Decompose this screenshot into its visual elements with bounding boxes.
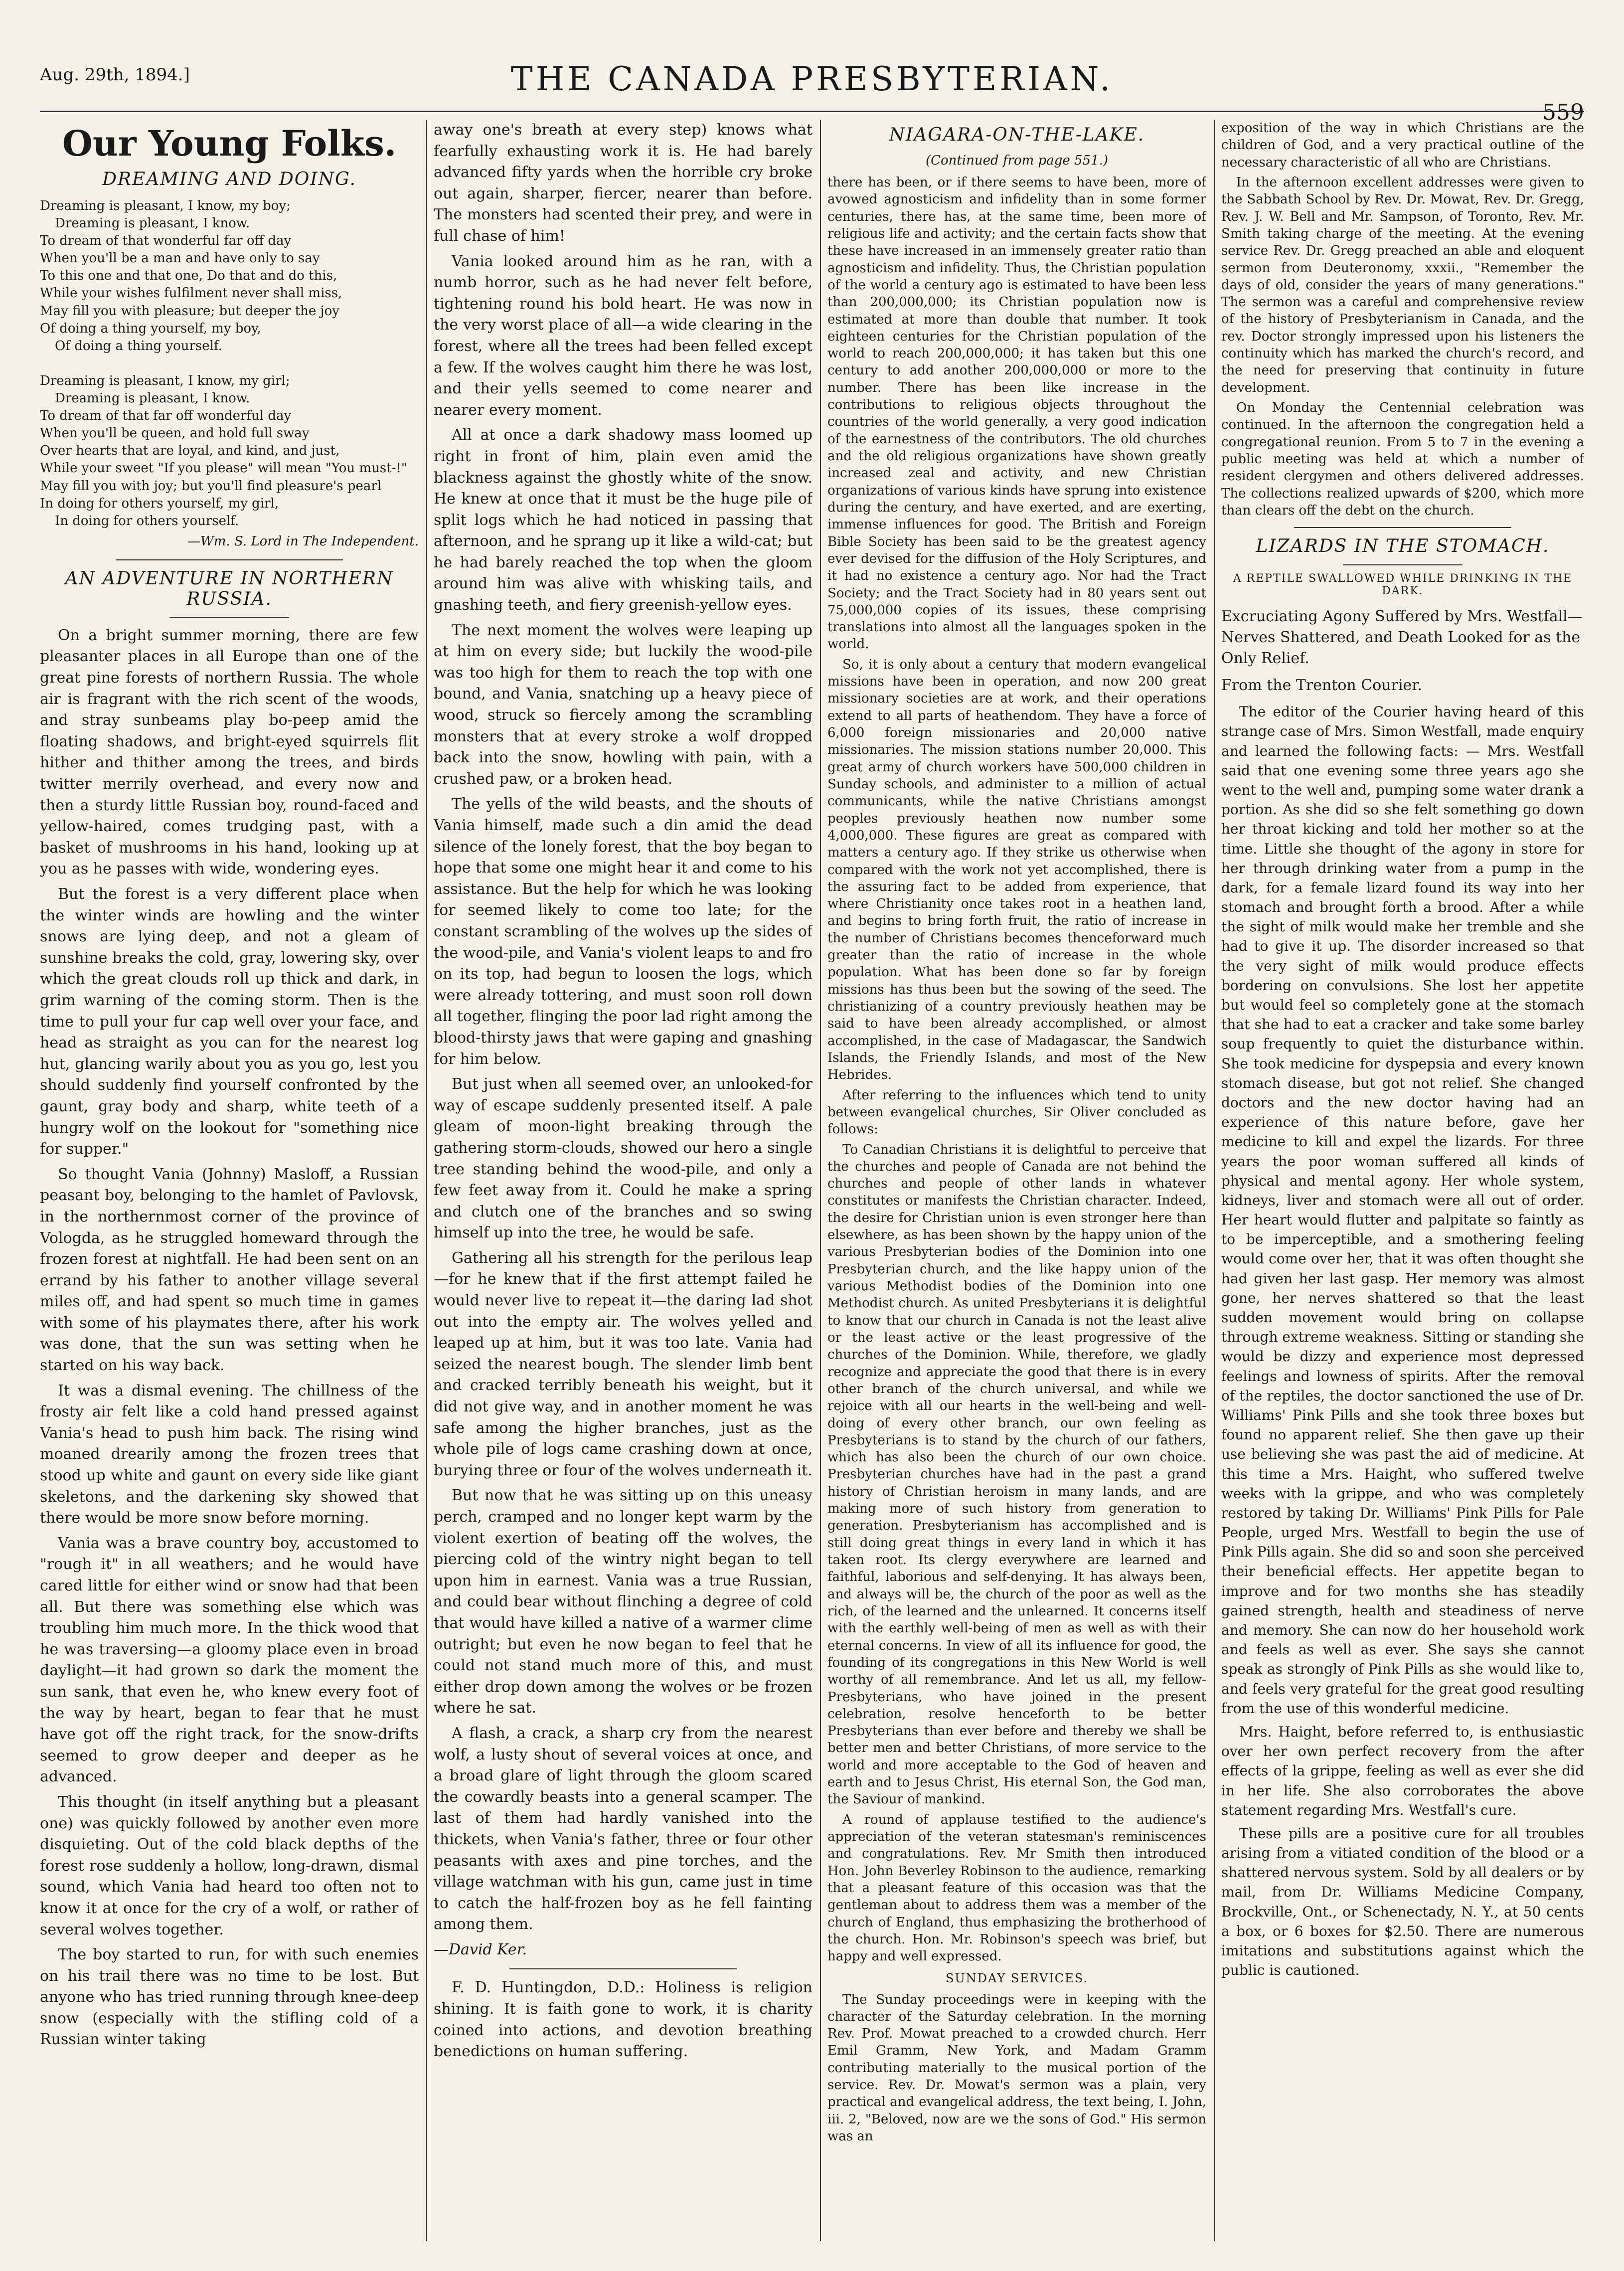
story-body-continued [434, 120, 812, 1960]
section-heading: Our Young Folks. [62, 123, 397, 164]
paragraph: In the afternoon excellent addresses were given to the Sabbath School by Rev. Dr. Mowat, Rev. Dr. Gregg, Rev. J. W. Bell and Mr. Sampson, of Toronto, Rev. Mr. Smith taking charge of the meeting. At the evening service Rev. Dr. Gregg preached an able and eloquent sermon from Deuteronomy, xxxii., "Remember the days of old, consider the years of many generations." The sermon was a careful and comprehensive review of the history of Presbyterianism in Canada, and the rev. Doctor strongly impressed upon his listeners the continuity which has marked the church's record, and the need for preserving that continuity in future development. [1221, 175, 1584, 395]
paragraph: After referring to the influences which tend to unity between evangelical churches, Sir Oliver concluded as follows: [827, 1087, 1206, 1137]
poem-line: While your wishes fulfilment never shall miss, [40, 286, 342, 301]
paragraph: A round of applause testified to the audience's appreciation of the veteran statesman's reminiscences and congratulations. Rev. Mr Smith then introduced Hon. John Beverley Robinson to the audience, remarking that a pleasant feature of this occasion was that the gentleman about to address them was a member of the church of England, thus emphasizing the brotherhood of the church. Hon. Mr. Robinson's speech was brief, but happy and well expressed. [827, 1812, 1206, 1964]
poem-line: Of doing a thing yourself, my boy, [40, 321, 261, 336]
poem-attribution: —Wm. S. Lord in The Independent. [187, 533, 419, 549]
paragraph: The yells of the wild beasts, and the shouts of Vania himself, made such a din amid the dead silence of the lonely forest, that the boy began to hope that some one might hear it and come to his assistance. But the help for which he was looking for seemed likely to come too late; for the constant scrambling of the wolves up the sides of the wood-pile, and Vania's violent leaps to and fro on its top, had begun to loosen the logs, which were already tottering, and must soon roll down all together, flinging the poor lad right among the blood-thirsty jaws that were gaping and gnashing for him below. [434, 795, 812, 1068]
poem-line: May fill you with joy; but you'll find pleasure's pearl [40, 478, 382, 494]
poem-line: Over hearts that are loyal, and kind, and just, [40, 443, 340, 459]
paragraph: So, it is only about a century that modern evangelical missions have been in operation, and now 200 great missionary societies are at work, and their operations extend to all parts of heathendom. They have a force of 6,000 foreign missionaries and 20,000 native missionaries. The mission stations number 20,000. This great army of church workers have 500,000 children in Sunday schools, and administer to a million of actual communicants, while the native Christians amongst peoples previously heathen now number some 4,000,000. These figures are great as compared with matters a century ago. If they strike us otherwise when compared with the work not yet accomplished, there is the assuring fact to be added from experience, that where Christianity once takes root in a heathen land, and begins to bring forth fruit, the ratio of increase in the number of Christians becomes thenceforward much greater than the ratio of increase in the whole population. What has been done so far by foreign missions has thus been but the sowing of the seed. The christianizing of a country previously heathen may be said to have been already accomplished, or almost accomplished, in the case of Madagascar, the Sandwich Islands, the Friendly Islands, and most of the New Hebrides. [827, 657, 1206, 1083]
poem-line: While your sweet "If you please" will mean "You must-!" [40, 461, 407, 476]
poem-line: To this one and that one, Do that and do this, [40, 268, 337, 284]
poem [40, 197, 419, 550]
poem-line: When you'll be queen, and hold full sway [40, 426, 310, 441]
lizard-article-body [1221, 702, 1584, 1980]
title-rule [1343, 564, 1462, 565]
section-rule [509, 1968, 737, 1969]
column-2 [434, 120, 812, 2241]
section-rule [116, 559, 343, 560]
paragraph: All at once a dark shadowy mass loomed up right in front of him, plain even amid the blackness against the ghostly white of the snow. He knew at once that it must be the huge pile of split logs which he had noticed in passing that afternoon, and he sprang up it like a wild-cat; but he had barely reached the top when the gloom around him was alive with whisking tails, and gnashing teeth, and fiery greenish-yellow eyes. [434, 426, 812, 614]
subhead: SUNDAY SERVICES. [946, 1971, 1088, 1985]
poem-line: In doing for others yourself. [55, 513, 239, 528]
paragraph: But the forest is a very different place when the winter winds are howling and the winter snows are lying deep, and not a gleam of sunshine breaks the cold, gray, lowering sky, over which the great clouds roll up thick and dark, in grim warning of the coming storm. Then is the time to pull your fur cap well over your face, and head as straight as you can for the nearest log hut, glancing warily about you as you go, lest you should suddenly find yourself confronted by the gaunt, gray body and sharp, white teeth of a hungry wolf on the lookout for "something nice for supper." [40, 885, 419, 1158]
paragraph: On Monday the Centennial celebration was continued. In the afternoon the congregation held a congregational reunion. From 5 to 7 in the evening a public meeting was held at which a number of resident clergymen and others delivered addresses. The collections realized upwards of $200, which more than clears off the debt on the church. [1221, 400, 1584, 518]
paragraph: Vania was a brave country boy, accustomed to "rough it" in all weathers; and he would have cared little for either wind or snow had that been all. But there was something else which was troubling him much more. In the thick wood that he was traversing—a gloomy place even in broad daylight—it had grown so dark the moment the sun sank, that even he, who knew every foot of the way by heart, began to fear that he must have got off the right track, for the snow-drifts seemed to grow deeper and deeper as he advanced. [40, 1534, 419, 1786]
page-header [40, 55, 1584, 125]
paragraph: This thought (in itself anything but a pleasant one) was quickly followed by another even more disquieting. Out of the cold black depths of the forest rose suddenly a hollow, long-drawn, dismal sound, which Vania had heard too often not to know it at once for the cry of a wolf, or rather of several wolves together. [40, 1793, 419, 1938]
article-title: LIZARDS IN THE STOMACH. [1256, 536, 1550, 557]
column-divider [820, 120, 821, 2241]
column-1 [40, 120, 419, 2241]
poem-line: Dreaming is pleasant, I know. [55, 391, 250, 406]
story-body [40, 625, 419, 2051]
paragraph: But just when all seemed over, an unlooked-for way of escape suddenly presented itself. A pale gleam of moon-light breaking through the gathering storm-clouds, showed our hero a single tree standing behind the wood-pile, and only a few feet away from it. Could he make a spring and clutch one of the branches and so swing himself up into the tree, he would be safe. [434, 1075, 812, 1242]
article-body-continued [1221, 120, 1584, 519]
poem-title: DREAMING AND DOING. [102, 169, 356, 189]
quote-block [434, 1977, 812, 2062]
column-divider [1214, 120, 1215, 2241]
column-divider [426, 120, 427, 2241]
story-title: AN ADVENTURE IN NORTHERN RUSSIA. [65, 568, 394, 609]
paragraph: Gathering all his strength for the perilous leap—for he knew that if the first attempt failed he would never live to repeat it—the daring lad shot out into the empty air. The wolves yelled and leaped up at him, but it was too late. Vania had seized the nearest bough. The slender limb bent and cracked terribly beneath his weight, but it did not give way, and in another moment he was safe among the higher branches, just as the whole pile of logs came crashing down at once, burying three or four of the wolves underneath it. [434, 1249, 812, 1479]
paragraph: Vania looked around him as he ran, with a numb horror, such as he had never felt before, tightening round his bold heart. He was now in the very worst place of all—a wide clearing in the forest, where all the trees had been felled except a few. If the wolves caught him there he was lost, and their yells seemed to come nearer and nearer every moment. [434, 252, 812, 419]
paragraph: The next moment the wolves were leaping up at him on every side; but luckily the wood-pile was too high for them to reach the top with one bound, and Vania, snatching up a heavy piece of wood, struck so fiercely among the scrambling monsters that at every stroke a wolf dropped back into the snow, howling with pain, with a crushed paw, or a broken head. [434, 621, 812, 788]
masthead: THE CANADA PRESBYTERIAN. [510, 60, 1114, 98]
poem-line: When you'll be a man and have only to say [40, 251, 320, 266]
article-body [827, 174, 1206, 1965]
issue-date: Aug. 29th, 1894.] [40, 65, 190, 85]
column-4 [1221, 120, 1584, 2241]
poem-line: Dreaming is pleasant, I know, my girl; [40, 373, 290, 388]
paragraph: exposition of the way in which Christians are the children of God, and a very practical outline of the necessary characteristic of all who are Christians. [1221, 121, 1584, 170]
paragraph: It was a dismal evening. The chillness of the frosty air felt like a cold hand pressed against Vania's head to push him back. The rising wind moaned drearily among the frozen trees that stood up white and gaunt on every side like giant skeletons, and the darkening sky showed that there would be more snow before morning. [40, 1382, 419, 1527]
paragraph: On a bright summer morning, there are few pleasanter places in all Europe than one of the great pine forests of northern Russia. The whole air is fragrant with the rich scent of the woods, and stray sunbeams play bo-peep amid the floating shadows, and bright-eyed squirrels flit hither and thither among the trees, and birds twitter merrily overhead, and every now and then a sturdy little Russian boy, round-faced and yellow-haired, comes trudging past, with a basket of mushrooms in his hand, looking up at you as he passes with wide, wondering eyes. [40, 626, 419, 878]
page-number: 559 [1542, 100, 1584, 125]
paragraph: The boy started to run, for with such enemies on his trail there was no time to be lost. But anyone who has tried running through knee-deep snow (especially with the stifling cold of a Russian winter taking [40, 1946, 419, 2049]
column-3 [827, 120, 1206, 2241]
section-rule [1294, 527, 1512, 528]
poem-line: To dream of that far off wonderful day [40, 408, 292, 424]
poem-line: May fill you with pleasure; but deeper the joy [40, 303, 339, 319]
paragraph: there has been, or if there seems to have been, more of avowed agnosticism and infidelity than in some former centuries, there has, at the same time, been more of religious life and activity; and the certain facts show that these have increased in an immensely greater ratio than agnosticism and infidelity. Thus, the Christian population of the world a century ago is estimated to have been less than 200,000,000; its Christian population now is estimated at more than double that number. It took eighteen centuries for the Christian population of the world to reach 200,000,000; it has taken but this one century to add another 200,000,000 or more to the number. There has been like increase in the contributions to religious objects throughout the countries of the world generally, a very good indication of the earnestness of the contributors. The old churches and the old religious organizations have shown greatly increased zeal and activity, and new Christian organizations of various kinds have sprung into existence during the century, and have exerted, and are exerting, immense influences for good. The British and Foreign Bible Society has been said to be the greatest agency ever devised for the diffusion of the Holy Scriptures, and it had no existence a century ago. Nor had the Tract Society; and the Tract Society had in 80 years sent out 75,000,000 copies of its issues, these comprising translations into almost all the languages spoken in the world. [827, 175, 1206, 652]
story-signature: —David Ker. [434, 1940, 527, 1958]
continued-note: (Continued from page 551.) [925, 153, 1109, 168]
paragraph: These pills are a positive cure for all troubles arising from a vitiated condition of the blood or a shattered nervous system. Sold by all dealers or by mail, from Dr. Williams Medicine Company, Brockville, Ont., or Schenectady, N. Y., at 50 cents a box, or 6 boxes for $2.50. There are numerous imitations and substitutions against which the public is cautioned. [1221, 1825, 1584, 1979]
article-deck: Excruciating Agony Suffered by Mrs. Westfall—Nerves Shattered, and Death Looked for as the Only Relief. [1221, 608, 1583, 668]
article-source: From the Trenton Courier. [1221, 677, 1422, 695]
poem-line: Dreaming is pleasant, I know. [55, 216, 250, 231]
poem-line: In doing for others yourself, my girl, [40, 496, 279, 511]
paragraph: The Sunday proceedings were in keeping with the character of the Saturday celebration. In the morning Rev. Prof. Mowat preached to a crowded church. Herr Emil Gramm, New York, and Madam Gramm contributing materially to the musical portion of the service. Rev. Dr. Mowat's sermon was a plain, very practical and evangelical address, the text being, I. John, iii. 2, "Beloved, now are we the sons of God." His sermon was an [827, 1992, 1206, 2144]
paragraph: To Canadian Christians it is delightful to perceive that the churches and people of Canada are not behind the churches and people of other lands in whatever constitutes or manifests the Christian character. Indeed, the desire for Christian union is even stronger here than elsewhere, as has been shown by the happy union of the various Presbyterian bodies of the Dominion into one Presbyterian church, and the like happy union of the various Methodist bodies of the Dominion into one Methodist church. As united Presbyterians it is delightful to know that our church in Canada is not the least alive or the least active or the least progressive of the churches of the Dominion. While, therefore, we gladly recognize and appreciate the good that there is in every other branch of the church universal, and while we rejoice with all our hearts in the well-being and well-doing of every other branch, our own feeling as Presbyterians is to stand by the church of our fathers, which has also been the church of our own choice. Presbyterian churches have had in the past a grand history of Christian heroism in many lands, and are making more of such history from generation to generation. Presbyterianism has accomplished and is still doing great things in every land in which it has taken root. Its clergy everywhere are learned and faithful, laborious and self-denying. It has always been, and always will be, the church of the poor as well as the rich, of the learned and the unlearned. It concerns itself with the earthly well-being of men as well as with their eternal concerns. In view of all its influence for good, the founding of its congregations in this New World is well worthy of all remembrance. And let us all, my fellow-Presbyterians, who have joined in the present celebration, resolve henceforth to be better Presbyterians than ever before and thereby we shall be better men and better Christians, of more service to the world and more acceptable to the God of heaven and earth and to Jesus Christ, His eternal Son, the God man, the Saviour of mankind. [827, 1142, 1206, 1807]
article-title: NIAGARA-ON-THE-LAKE. [889, 125, 1145, 145]
paragraph: So thought Vania (Johnny) Masloff, a Russian peasant boy, belonging to the hamlet of Pavlovsk, in the northernmost corner of the province of Vologda, as he struggled homeward through the frozen forest at nightfall. He had been sent on an errand by his father to another village several miles off, and had spent so much time in games with some of his playmates there, after his work was done, that the sun was setting when he started on his way back. [40, 1165, 419, 1375]
article-subtitle: A REPTILE SWALLOWED WHILE DRINKING IN THE DARK. [1233, 572, 1573, 598]
paragraph: A flash, a crack, a sharp cry from the nearest wolf, a lusty shout of several voices at once, and a broad glare of light through the gloom scared the cowardly beasts into a general scamper. The last of them had hardly vanished into the thickets, when Vania's father, three or four other peasants with axes and pine torches, and the village watchman with his gun, came just in time to catch the half-frozen boy as he fell fainting among them. [434, 1724, 812, 1933]
header-rule [40, 111, 1584, 112]
quote: F. D. Huntingdon, D.D.: Holiness is religion shining. It is faith gone to work, it is charity coined into actions, and devotion breathing benedictions on human suffering. [434, 1979, 812, 2061]
sunday-services [827, 1991, 1206, 2145]
paragraph: away one's breath at every step) knows what fearfully exhausting work it is. He had barely advanced fifty yards when the horrible cry broke out again, sharper, fiercer, nearer than before. The monsters had scented their prey, and were in full chase of him! [434, 121, 812, 245]
paragraph: Mrs. Haight, before referred to, is enthusiastic over her own perfect recovery from the after effects of la grippe, feeling as well as ever she did in her life. She also corroborates the above statement regarding Mrs. Westfall's cure. [1221, 1723, 1584, 1818]
title-rule [169, 617, 289, 618]
paragraph: The editor of the Courier having heard of this strange case of Mrs. Simon Westfall, made enquiry and learned the following facts: — Mrs. Westfall said that one evening some three years ago she went to the well and, pumping some water drank a portion. As she did so she felt something go down her throat kicking and told her mother so at the time. Little she thought of the agony in store for her through drinking water from a pump in the dark, for a female lizard found its way into her stomach and brought forth a brood. After a while the sight of milk would make her tremble and she had to give it up. The disorder increased so that the very sight of milk would produce effects bordering on convulsions. She lost her appetite but would feel so completely gone at the stomach that she had to eat a cracker and take some barley soup frequently to quiet the disturbance within. She took medicine for dyspepsia and every known stomach disease, but got not relief. She changed doctors and the new doctor having had an experience of this nature before, gave her medicine to kill and expel the lizards. For three years the poor woman suffered all kinds of physical and mental agony. Her whole system, kidneys, liver and stomach were all out of order. Her heart would flutter and palpitate so faintly as to be imperceptible, and a smothering feeling would come over her, that it was often thought she had given her last gasp. Her memory was almost gone, her nerves shattered so that the least sudden movement would bring on collapse through extreme weakness. Sitting or standing she would be dizzy and experience most depressed feelings and lowness of spirits. After the removal of the reptiles, the doctor sanctioned the use of Dr. Williams' Pink Pills and she took three boxes but found no apparent relief. She then gave up their use believing she was past the aid of medicine. At this time a Mrs. Haight, who suffered twelve weeks with la grippe, and who was completely restored by taking Dr. Williams' Pink Pills for Pale People, urged Mrs. Westfall to begin the use of Pink Pills again. She did so and soon she perceived their beneficial effects. Her appetite began to improve and for two months she has steadily gained strength, health and steadiness of nerve and memory. She can now do her household work and feels as well as ever. She says she cannot speak as strongly of Pink Pills as she would like to, and feels very grateful for the great good resulting from the use of this wonderful medicine. [1221, 703, 1584, 1717]
paragraph: But now that he was sitting up on this uneasy perch, cramped and no longer kept warm by the violent exertion of beating off the wolves, the piercing cold of the wintry night began to tell upon him in earnest. Vania was a true Russian, and could bear without flinching a degree of cold that would have killed a native of a warmer clime outright; but even he now began to feel that he could not stand much more of this, and must either drop down among the wolves or be frozen where he sat. [434, 1487, 812, 1717]
poem-line: To dream of that wonderful far off day [40, 233, 292, 249]
poem-line: Of doing a thing yourself. [55, 338, 222, 353]
poem-line: Dreaming is pleasant, I know, my boy; [40, 198, 291, 213]
